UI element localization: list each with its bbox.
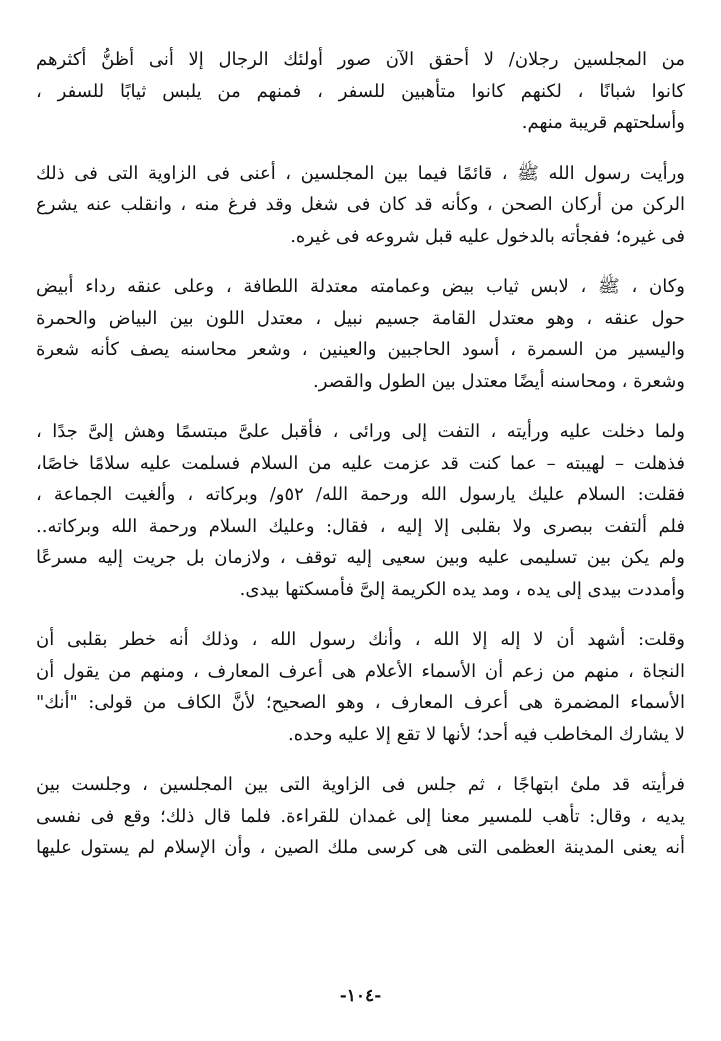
text-line: لا يشارك المخاطب فيه أحد؛ لأنها لا تقع إلا عليه وحده. — [287, 723, 685, 745]
text-line: ولما دخلت عليه ورأيته ، التفت إلى ورائى ، فأقبل علىَّ مبتسمًا وهش إلىَّ جدًا ، — [36, 421, 685, 442]
text-line: الأسماء المضمرة هى أعرف المعارف ، وهو الصحيح؛ لأنَّ الكاف من قولى: "أنك" — [36, 692, 685, 713]
paragraph-1 — [36, 44, 685, 139]
text-line: وقلت: أشهد أن لا إله إلا الله ، وأنك رسول الله ، وذلك أنه خطر بقلبى أن — [36, 629, 685, 650]
text-line: الركن من أركان الصحن ، وكأنه قد كان فى شغل وقد فرغ منه ، وانقلب عنه يشرع — [36, 194, 685, 215]
text-line: وأسلحتهم قريبة منهم. — [521, 112, 685, 133]
text-line: فلم ألتفت ببصرى ولا بقلبى إلا إليه ، فقال: وعليك السلام ورحمة الله وبركاته.. — [36, 515, 685, 537]
text-line: وشعرة ، ومحاسنه أيضًا معتدل بين الطول والقصر. — [313, 370, 685, 392]
paragraph-2 — [36, 158, 685, 253]
text-line: واليسير من السمرة ، أسود الحاجبين والعينين ، وشعر محاسنه يصف كأنه شعرة — [36, 339, 685, 360]
text-line: كانوا شبانًا ، لكنهم كانوا متأهبين للسفر ، فمنهم من يلبس ثيابًا للسفر ، — [36, 80, 685, 102]
text-line: فذهلت – لهيبته – عما كنت قد عزمت عليه من السلام فسلمت عليه سلامًا خاصًا، — [36, 452, 685, 474]
paragraph-3 — [36, 271, 685, 397]
text-line: ورأيت رسول الله ﷺ ، قائمًا فيما بين المجلسين ، أعنى فى الزاوية التى فى ذلك — [36, 162, 685, 184]
text-line: فرأيته قد ملئ ابتهاجًا ، ثم جلس فى الزاوية التى بين المجلسين ، وجلست بين — [36, 774, 685, 795]
text-line: فقلت: السلام عليك يارسول الله ورحمة الله/ ٥٢و/ وبركاته ، وألغيت الجماعة ، — [36, 484, 685, 505]
text-line: فى غيره؛ ففجأته بالدخول عليه قبل شروعه فى غيره. — [290, 225, 685, 247]
text-line: النجاة ، منهم من زعم أن الأسماء الأعلام هى أعرف المعارف ، ومنهم من يقول أن — [36, 660, 685, 682]
text-line: يديه ، وقال: تأهب للمسير معنا إلى غمدان للقراءة. فلما قال ذلك؛ وقع فى نفسى — [36, 805, 685, 827]
text-line: أنه يعنى المدينة العظمى التى هى كرسى ملك الصين ، وأن الإسلام لم يستول عليها — [36, 837, 685, 858]
page-number: -١٠٤- — [339, 986, 382, 1006]
text-line: حول عنقه ، وهو معتدل القامة جسيم نبيل ، معتدل اللون بين البياض والحمرة — [36, 307, 685, 329]
text-line: ولم يكن بين تسليمى عليه وبين سعيى إليه توقف ، ولازمان بل جريت إليه مسرعًا — [36, 547, 685, 568]
text-line: وأمددت بيدى إلى يده ، ومد يده الكريمة إلىَّ فأمسكتها بيدى. — [239, 578, 685, 600]
paragraph-6 — [36, 769, 685, 864]
text-line: من المجلسين رجلان/ لا أحقق الآن صور أولئك الرجال إلا أنى أظنُّ أكثرهم — [36, 49, 685, 70]
paragraph-5 — [36, 624, 685, 750]
text-line: وكان ، ﷺ ، لابس ثياب بيض وعمامته معتدلة اللطافة ، وعلى عنقه رداء أبيض — [36, 276, 685, 297]
paragraph-4 — [36, 416, 685, 605]
body-text — [36, 44, 685, 864]
